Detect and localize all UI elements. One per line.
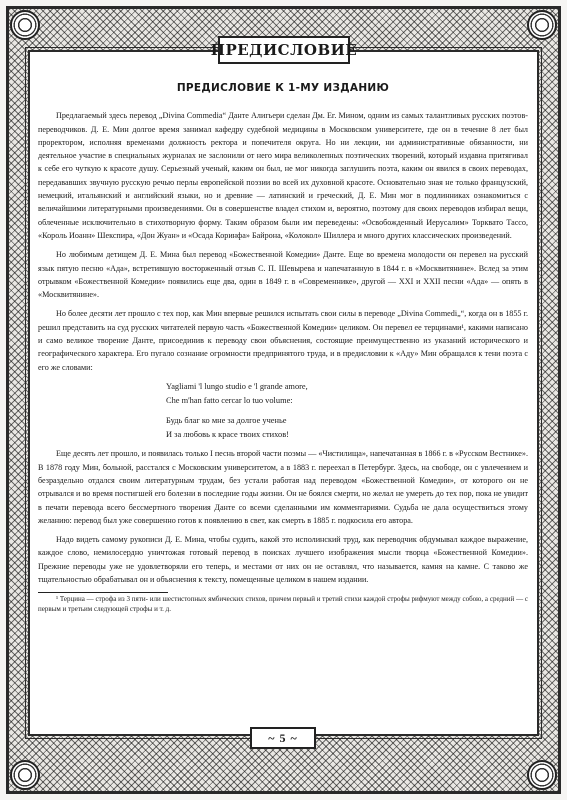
corner-ornament-bottom-left	[10, 760, 40, 790]
paragraph-4: Еще десять лет прошло, и появилась только I песнь второй части поэмы — «Чистилища», напечатанная в 1866 г. в «Русском Вестнике». В 1878 году Мин, больной, расстался с Московским университетом, а в 1883 г. переехал в Петербург. Здесь, на свободе, он с увлечением и безраздельно отдался своим литературным трудам, без устали работая над переводом «Божественной Комедии», от которого он не отрывался и во время постигшей его болезни в последние годы жизни. Он не боялся смерти, но желал не умереть до тех пор, пока не увидит в печати перевода всего бессмертного творения Данте со всеми сделанными им комментариями. Судьба не дала осуществиться этому желанию: перевод был уже совершенно готов к появлению в свет, как смерть в 1885 г. подкосила его автора.	[38, 449, 528, 525]
page-content	[38, 82, 528, 702]
corner-ornament-bottom-right	[527, 760, 557, 790]
paragraph-5: Надо видеть самому рукописи Д. Е. Мина, чтобы судить, какой это исполинский труд, как переводчик обдумывал каждое выражение, каждое слово, немилосердно уничтожая готовый перевод в поисках лучшего изображения мысли творца «Божественной Комедии». Прежние переводы уже не удовлетворяли его теперь, и местами от них он не оставлял, что называется, камня на камне. С таково же тщательностью обрабатывал он и объяснения к тексту, помещенные целиком в нашем издании.	[38, 535, 528, 584]
verse-line: И за любовь к красе твоих стихов!	[166, 429, 289, 439]
verse-line: Yagliami 'l lungo studio e 'l grande amore,	[166, 381, 308, 391]
corner-ornament-top-right	[527, 10, 557, 40]
verse-line: Будь благ ко мне за долгое ученье	[166, 416, 287, 426]
page-title: ПРЕДИСЛОВИЕ	[210, 41, 358, 59]
page-title-box	[210, 36, 358, 64]
footnote-divider	[38, 592, 168, 593]
verse-line: Che m'han fatto cercar lo tuo volume:	[166, 395, 293, 405]
paragraph-1: Предлагаемый здесь перевод „Divina Commedia“ Данте Алигьери сделан Дм. Ег. Мином, одним из самых талантливых русских поэтов-переводчиков. Д. Е. Мин долгое время занимал кафедру судебной медицины в Московском университете, где он в течение 8 лет был проректором, исполняя временами должность ректора и попечителя округа. Но ни лекции, ни административные обязанности, ни деятельное участие в специальных журналах не заслонили от него мира великолепных поэтических творений, который издавна притягивал к себе его чуткую к красоте душу. Серьезный ученый, каким он был, не мог никогда заглушить поэта, каким он явился в своих переводах, передававших звучную русскую речью перлы европейской поэзии во всей их духовной красоте. Основательно зная не только французский, немецкий, итальянский и английский языки, но и древние — латинский и греческий, Д. Е. Мин мог в подлинниках ознакомиться с величайшими литературными произведениями. Он в совершенстве владел стихом и, вероятно, поэтому для своих переводов избирал вещи, облеченные исключительно в стихотворную форму. Таким образом были им переведены: «Освобожденный Иерусалим» Торквато Тассо, «Король Иоанн» Шекспира, «Дон Жуан» и «Осада Коринфа» Байрона, «Колокол» Шиллера и много других классических произведений.	[38, 111, 528, 240]
paragraph-2: Но любимым детищем Д. Е. Мина был перевод «Божественной Комедии» Данте. Еще во времена молодости он перевел на русский язык пятую песню «Ада», встретившую восторженный отзыв С. П. Шевырева и напечатанную в 1844 г. в «Москвитянине». Вслед за этим отрывком «Божественной Комедии» появились еще два, один в 1849 г. в «Современнике», другой — XXI и XXII песни «Ада» — опять в «Москвитянине».	[38, 250, 528, 300]
section-heading: ПРЕДИСЛОВИЕ К 1-МУ ИЗДАНИЮ	[176, 82, 390, 94]
footnote: ¹ Терцина — строфа из 3 пяти- или шестистопных ямбических стихов, причем первый и третий стихи каждой строфы рифмуют между собою, а средний — с первым и третьим следующей строфы и т. д.	[38, 595, 528, 613]
paragraph-3: Но более десяти лет прошло с тех пор, как Мин впервые решился испытать свои силы в переводе „Divina Commedi„“, когда он в 1855 г. решил представить на суд русских читателей первую часть «Божественной Комедии» целиком. Он перевел ее терцинами¹, какими написано и само великое творение Данте, присоединив к переводу свои объяснения, состоящие преимущественно из указаний исторического и географического характера. Его пугало сознание огромности предпринятого труда, и в предисловии к «Аду» Мин обращался к тени поэта с его же словами:	[38, 309, 528, 372]
verse-quote	[166, 380, 528, 441]
page-number: ~ 5 ~	[268, 730, 298, 745]
page-number-box	[250, 727, 316, 749]
corner-ornament-top-left	[10, 10, 40, 40]
